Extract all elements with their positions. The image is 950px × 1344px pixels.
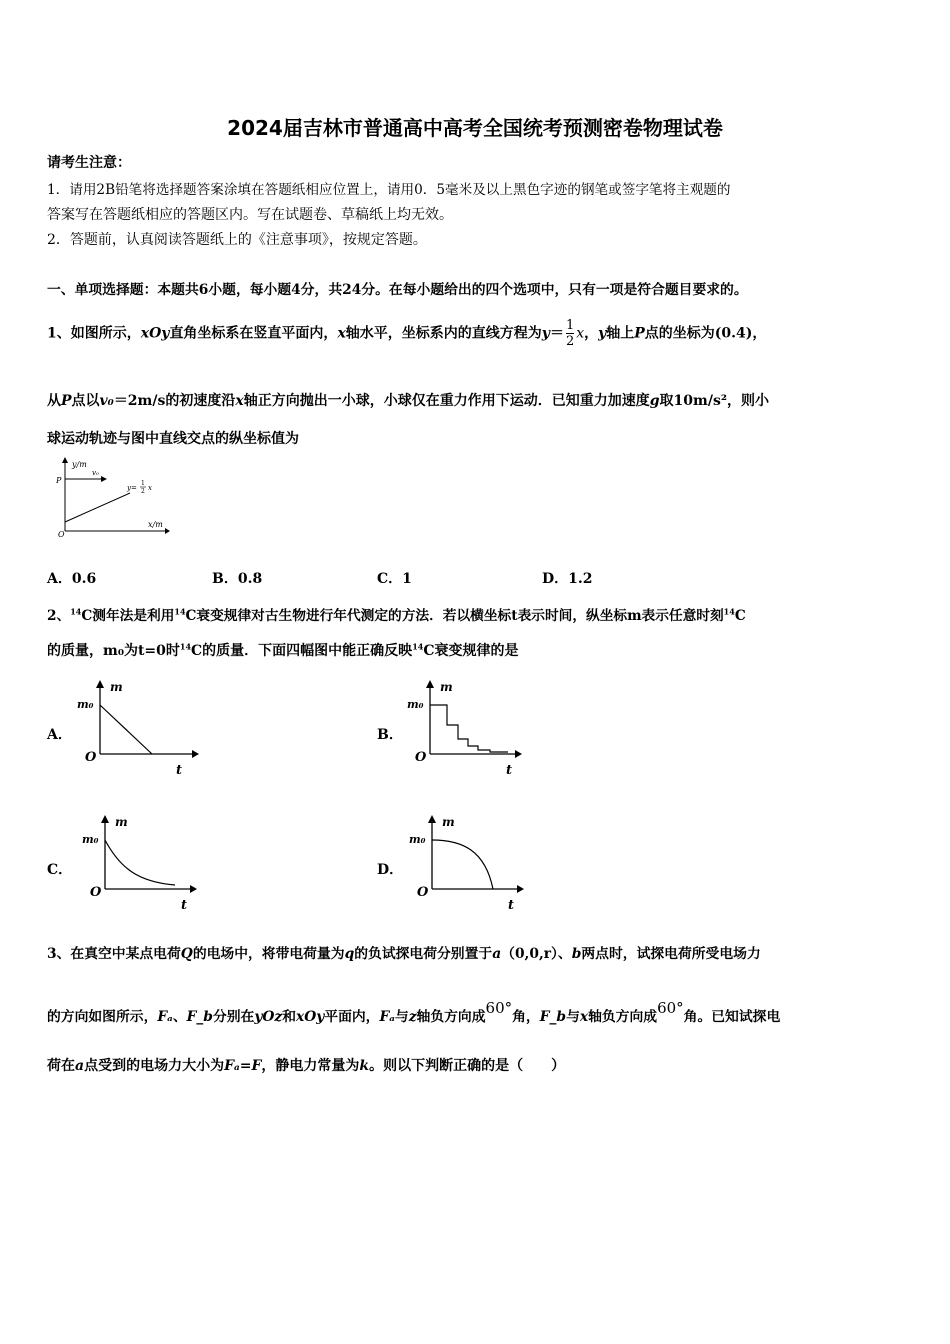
linear-decay-curve (100, 705, 152, 754)
q2-option-d-graph[interactable] (407, 810, 532, 915)
m-axis-arrow (428, 815, 436, 823)
t-label: t (508, 898, 515, 913)
v0-label: v₀ (92, 469, 99, 477)
m0-label: m₀ (77, 698, 94, 711)
section-heading: 一、单项选择题：本题共6小题，每小题4分，共24分。在每小题给出的四个选项中，只有一项是符合题目要求的。 (47, 282, 748, 298)
q2-line-1: 2、$^{14}$C测年法是利用$^{14}$C衰变规律对古生物进行年代测定的方法．若以横坐标t表示时间，纵坐标m表示任意时刻$^{14}$C (47, 606, 746, 624)
q2-option-b-label[interactable]: B． (377, 727, 403, 743)
q3-line-3: 荷在a点受到的电场力大小为Fₐ=F，静电力常量为k。则以下判断正确的是（ ） (47, 1058, 566, 1074)
origin-label: O (90, 885, 102, 900)
step-decay-curve (430, 705, 508, 752)
q3-line-2: 的方向如图所示，Fₐ、F_b分别在yOz和xOy平面内，Fₐ与z轴负方向成60°角，F_b与x轴负方向成60°角。已知试探电 (47, 999, 781, 1025)
q2-option-c-graph[interactable] (80, 810, 205, 915)
origin-label: O (85, 750, 97, 765)
m0-label: m₀ (407, 698, 424, 711)
point-P-label: P (56, 476, 62, 485)
notice-heading: 请考生注意： (47, 155, 131, 171)
m-axis-arrow (426, 680, 434, 688)
origin-label: O (415, 750, 427, 765)
m0-label: m₀ (82, 833, 99, 846)
m-label: m (442, 815, 455, 829)
notice-item-2: 2．答题前，认真阅读答题纸上的《注意事项》，按规定答题。 (47, 232, 427, 248)
line-eq-num: 1 (141, 480, 145, 487)
x-axis-arrow (165, 528, 170, 534)
line-eq-den: 2 (141, 488, 145, 495)
origin-label: O (417, 885, 429, 900)
t-axis-arrow (190, 885, 197, 893)
q1-line-2: 从P点以v₀＝2m/s的初速度沿x轴正方向抛出一小球，小球仅在重力作用下运动．已知重力加速度g取10m/s²，则小 (47, 393, 769, 409)
q2-line-2: 的质量，m₀为t=0时$^{14}$C的质量．下面四幅图中能正确反映$^{14}$C衰变规律的是 (47, 641, 519, 659)
y-axis-label: y/m (72, 460, 87, 469)
line-eq-label: y= (127, 484, 137, 492)
exponential-decay-curve (105, 840, 175, 885)
page-title: 2024届吉林市普通高中高考全国统考预测密卷物理试卷 (227, 116, 723, 140)
q1-choice-b[interactable]: B．0.8 (212, 571, 263, 587)
q2-option-b-graph[interactable] (405, 675, 530, 780)
m0-label: m₀ (409, 833, 426, 846)
x-axis-label: x/m (148, 520, 163, 529)
q1-figure (55, 455, 170, 540)
t-label: t (176, 763, 183, 778)
q2-option-a-label[interactable]: A． (47, 727, 72, 743)
q3-line-1: 3、在真空中某点电荷Q的电场中，将带电荷量为q的负试探电荷分别置于a（0,0,r）、b两点时，试探电荷所受电场力 (47, 946, 761, 962)
t-axis-arrow (517, 885, 524, 893)
m-axis-arrow (101, 815, 109, 823)
line-eq-x: x (148, 484, 152, 492)
m-axis-arrow (96, 680, 104, 688)
m-label: m (440, 680, 453, 694)
m-label: m (115, 815, 128, 829)
concave-decay-curve (432, 840, 493, 889)
notice-item-1-cont: 答案写在答题纸相应的答题区内。写在试题卷、草稿纸上均无效。 (47, 207, 453, 223)
q2-option-c-label[interactable]: C． (47, 862, 73, 878)
m-label: m (110, 680, 123, 694)
t-axis-arrow (192, 750, 199, 758)
q1-line-1: 1、如图所示，xOy直角坐标系在竖直平面内，x轴水平，坐标系内的直线方程为y＝ $\frac{1}{2}$ x，y轴上P点的坐标为(0.4)， (47, 318, 767, 349)
t-label: t (181, 898, 188, 913)
origin-label: O (58, 530, 65, 539)
line-y-half-x (65, 493, 130, 522)
q2-option-d-label[interactable]: D． (377, 862, 404, 878)
q1-choice-c[interactable]: C．1 (377, 571, 412, 587)
velocity-arrowhead (101, 476, 107, 482)
q1-choice-d[interactable]: D．1.2 (542, 571, 593, 587)
q1-choice-a[interactable]: A．0.6 (47, 571, 97, 587)
fraction: $\frac{1}{2}$ (565, 318, 575, 349)
q2-option-a-graph[interactable] (75, 675, 200, 780)
y-axis-arrow (62, 457, 68, 463)
notice-item-1: 1．请用2B铅笔将选择题答案涂填在答题纸相应位置上，请用0．5毫米及以上黑色字迹的钢笔或签字笔将主观题的 (47, 182, 731, 198)
q1-line-3: 球运动轨迹与图中直线交点的纵坐标值为 (47, 431, 299, 447)
t-axis-arrow (515, 750, 522, 758)
t-label: t (506, 763, 513, 778)
